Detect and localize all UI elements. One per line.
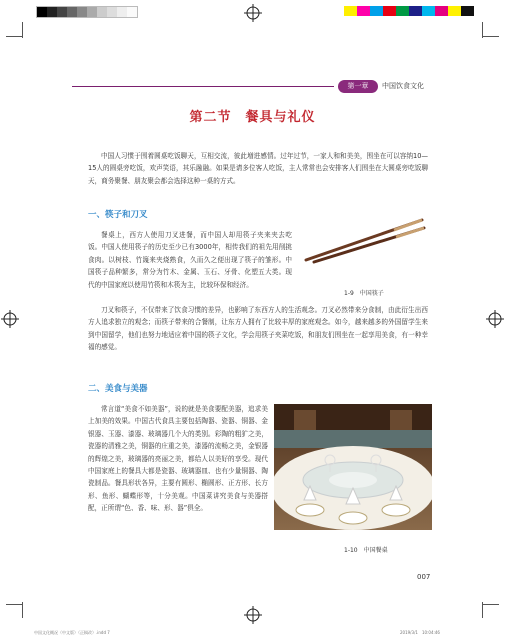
registration-mark-icon: [244, 4, 262, 22]
page-number: 007: [417, 573, 431, 581]
intro-paragraph: 中国人习惯于围着圆桌吃饭聊天，互相交流，彼此増进感情。过年过节，一家人和和美美，围坐在可以容纳10—15人的圆桌旁吃饭，欢声笑语，其乐融融。如果是请多位客人吃饭，主人常常也会安排客人们围坐在大圆桌旁吃饭聊天，商务聚餐、朋友聚会都会选择这种一桌的方式。: [88, 152, 428, 185]
crop-mark: [6, 604, 22, 605]
chapter-badge: 第一章: [338, 80, 378, 93]
crop-mark: [22, 22, 23, 38]
section-title: 第二节 餐具与礼仪: [189, 110, 316, 125]
registration-mark-icon: [486, 310, 504, 328]
registration-mark-icon: [244, 606, 262, 624]
dining-table-photo: [274, 404, 432, 530]
subsection-heading-tableware: 二、美食与美器: [88, 384, 148, 394]
chopsticks-image: [302, 214, 426, 264]
cmyk-color-bar: [344, 6, 474, 16]
figure-caption-chopsticks: 1-9 中国筷子: [344, 290, 384, 297]
crop-mark: [6, 36, 22, 37]
figure-caption-dining-table: 1-10 中国餐桌: [344, 547, 388, 554]
crop-mark: [22, 602, 23, 618]
chopsticks-culture-paragraph: 刀叉和筷子，不仅带来了饮食习惯的差异，也影响了东西方人的生活观念。刀叉必然带来分食制，由此衍生出西方人追求独立的观念；而筷子带来的合餐制，让东方人拥有了比较丰厚的家庭观念。如今，越来越多的外国留学生来到中国留学，他们也努力地适应着中国的筷子文化，学会用筷子夹菜吃饭，和朋友们围坐在一起享用美食，有一种幸福的感觉。: [88, 306, 428, 352]
grayscale-color-bar: [36, 6, 138, 18]
chopsticks-paragraph: 餐桌上，西方人使用刀叉进餐，而中国人却用筷子夹来夹去吃饭。中国人使用筷子的历史至少已有3000年，相传我们的祖先用削挑食肉。以树枝、竹篾来夹烧熟食，久而久之便出现了筷子的雏形。中国筷子品种繁多，常分为竹木、金属、玉石、牙骨、化塑五大类。现代的中国家庭以使用竹筷和木筷为主，比较环保和经济。: [88, 231, 292, 289]
footer-file-info: 中国文化概况（中文版）（正稿改）.indd 7: [34, 630, 110, 635]
registration-mark-icon: [1, 310, 19, 328]
tableware-paragraph: 常言道“美食不如美器”，说的就是美食要配美器，追求美上加美的效果。中国古代食具主要包括陶器、瓷器、铜器、金银器、玉器、漆器、玻璃器几个大的类别。彩陶的粗犷之美，瓷器的清雅之美，铜器的庄重之美，漆器的流畅之美，金银器的辉煌之美，玻璃器的亮丽之美，都给人以美好的享受。现代中国家庭上的餐具大都是瓷器、玻璃器皿、也有少量铜器、陶瓷制品。餐具形状各异，主要有圆形、椭圆形、正方形、长方形、鱼形、蝴蝶形等，十分美观。中国菜讲究美食与美器搭配，正所谓“色、香、味、形、器”俱全。: [88, 405, 268, 513]
crop-mark: [483, 36, 499, 37]
subsection-heading-chopsticks: 一、筷子和刀叉: [88, 210, 148, 220]
footer-timestamp: 2019/3/1 10:04:46: [400, 630, 440, 635]
header-rule: [72, 86, 334, 87]
chapter-name: 中国饮食文化: [382, 82, 424, 90]
crop-mark: [483, 604, 499, 605]
